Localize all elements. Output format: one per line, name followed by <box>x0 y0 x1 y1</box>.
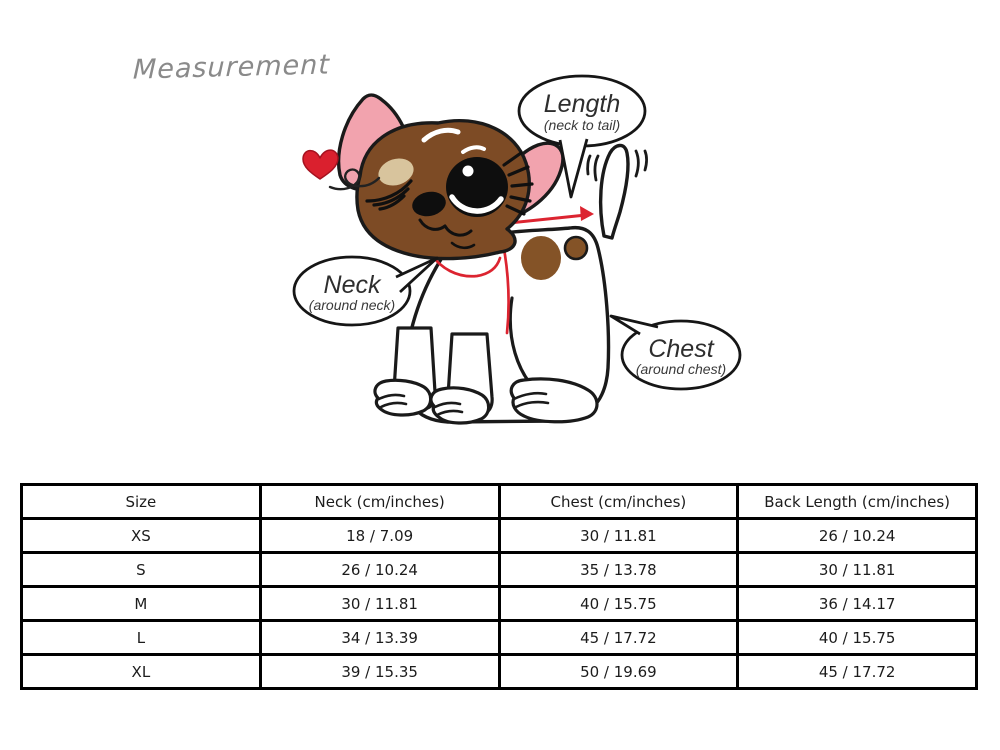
back-length-cell: 45 / 17.72 <box>738 655 977 689</box>
size-cell: S <box>22 553 261 587</box>
table-row <box>22 655 977 689</box>
dog-back-spot-large <box>521 236 561 280</box>
heart-icon <box>303 150 338 179</box>
table-row <box>22 553 977 587</box>
neck-cell: 18 / 7.09 <box>260 519 499 553</box>
dog-tail <box>601 145 628 238</box>
length-bubble-sub: (neck to tail) <box>543 117 621 133</box>
back-length-cell: 40 / 15.75 <box>738 621 977 655</box>
chest-cell: 50 / 19.69 <box>499 655 738 689</box>
length-arrowhead-right <box>580 206 594 221</box>
neck-cell: 34 / 13.39 <box>260 621 499 655</box>
length-bubble-label: Length <box>543 90 621 118</box>
neck-bubble-label: Neck <box>323 271 381 299</box>
page-title: Measurement <box>132 49 331 86</box>
back-length-cell: 30 / 11.81 <box>738 553 977 587</box>
neck-cell: 30 / 11.81 <box>260 587 499 621</box>
table-header-row <box>22 485 977 519</box>
table-row <box>22 587 977 621</box>
size-cell: XL <box>22 655 261 689</box>
header-chest: Chest (cm/inches) <box>499 485 738 519</box>
chest-bubble-label: Chest <box>648 335 714 363</box>
table-row <box>22 519 977 553</box>
back-length-cell: 36 / 14.17 <box>738 587 977 621</box>
header-back-length: Back Length (cm/inches) <box>738 485 977 519</box>
chest-cell: 45 / 17.72 <box>499 621 738 655</box>
back-length-cell: 26 / 10.24 <box>738 519 977 553</box>
header-neck: Neck (cm/inches) <box>260 485 499 519</box>
size-cell: XS <box>22 519 261 553</box>
dog-back-spot-small <box>565 237 587 259</box>
chest-cell: 40 / 15.75 <box>499 587 738 621</box>
header-size: Size <box>22 485 261 519</box>
size-cell: M <box>22 587 261 621</box>
chest-bubble <box>611 316 740 389</box>
chest-cell: 30 / 11.81 <box>499 519 738 553</box>
chest-cell: 35 / 13.78 <box>499 553 738 587</box>
neck-bubble-sub: (around neck) <box>308 297 396 313</box>
size-chart-table <box>20 483 978 690</box>
table-row <box>22 621 977 655</box>
chest-bubble-sub: (around chest) <box>635 361 727 377</box>
neck-cell: 26 / 10.24 <box>260 553 499 587</box>
size-cell: L <box>22 621 261 655</box>
neck-cell: 39 / 15.35 <box>260 655 499 689</box>
